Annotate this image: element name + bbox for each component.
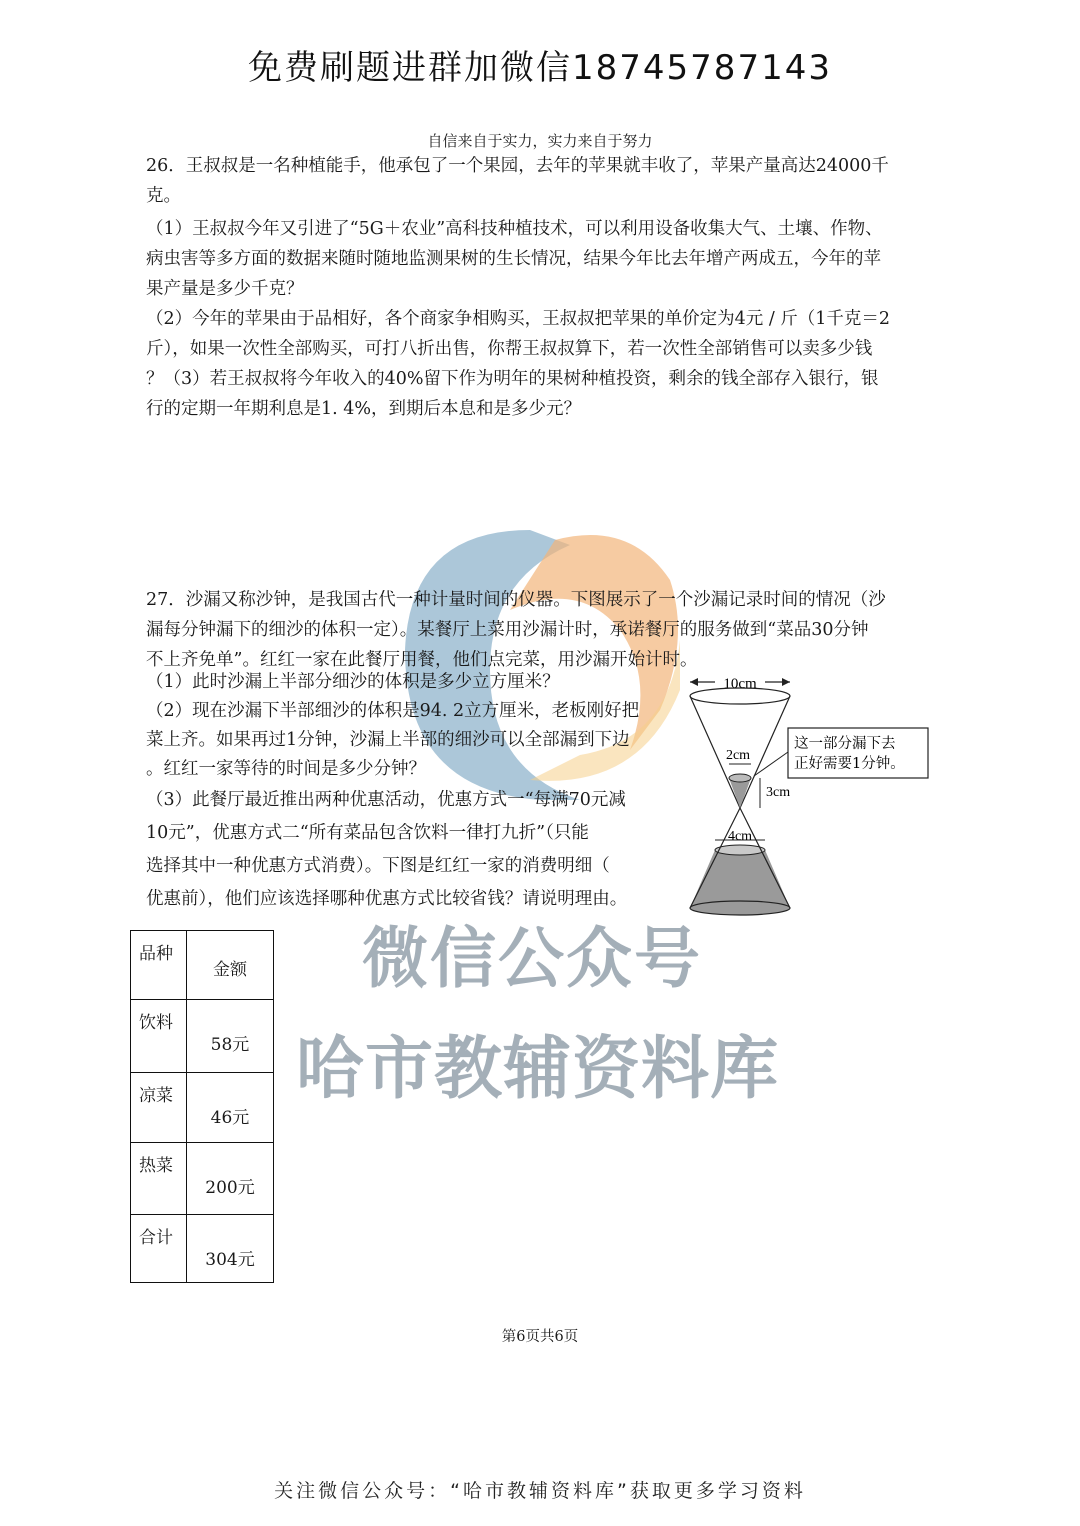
- q26-line: 克。: [146, 186, 181, 206]
- q27-sub-line: （2）现在沙漏下半部细沙的体积是94. 2立方厘米，老板刚好把: [146, 701, 640, 721]
- callout-line: 这一部分漏下去: [794, 736, 896, 752]
- q26-line: 病虫害等多方面的数据来随时随地监测果树的生长情况，结果今年比去年增产两成五，今年的苹: [146, 249, 881, 269]
- q27-sub-line: （1）此时沙漏上半部分细沙的体积是多少立方厘米？: [146, 672, 560, 692]
- top-width-label: 10cm: [723, 676, 757, 692]
- sand-surface-ellipse: [715, 845, 765, 855]
- page-motto: 自信来自于实力，实力来自于努力: [427, 132, 653, 150]
- table-cell-item: 凉菜: [131, 1073, 187, 1143]
- question-27: [146, 585, 946, 675]
- q26-line: 斤），如果一次性全部购买，可打八折出售，你帮王叔叔算下，若一次性全部销售可以卖多少钱: [146, 339, 873, 359]
- amount-text: 46元: [210, 1108, 250, 1128]
- q26-line: （1）王叔叔今年又引进了“5G＋农业”高科技种植技术，可以利用设备收集大气、土壤、作物、: [146, 219, 883, 239]
- amount-text: 304元: [205, 1250, 255, 1270]
- bottom-ellipse: [690, 901, 790, 915]
- callout-line: 正好需要1分钟。: [794, 756, 905, 772]
- q27-sub-line: 优惠前），他们应该选择哪种优惠方式比较省钱？请说明理由。: [146, 889, 628, 909]
- q26-line: （2）今年的苹果由于品相好，各个商家争相购买，王叔叔把苹果的单价定为4元 / 斤（1千克＝2: [146, 309, 891, 329]
- table-cell-amount: [187, 1000, 274, 1073]
- table-row: [131, 1143, 274, 1215]
- arrow-head: [690, 678, 698, 686]
- question-26: [146, 151, 946, 424]
- amount-text: 200元: [205, 1178, 255, 1198]
- q27-sub-line: （3）此餐厅最近推出两种优惠活动，优惠方式一“每满70元减: [146, 790, 626, 810]
- table-row: [131, 1215, 274, 1283]
- page-header-title: 免费刷题进群加微信18745787143: [248, 48, 832, 88]
- page-number: 第6页共6页: [501, 1329, 579, 1345]
- arrow-head: [782, 678, 790, 686]
- header-amount-text: 金额: [213, 960, 247, 980]
- table-cell-amount: [187, 1215, 274, 1283]
- q27-subquestions: [146, 668, 686, 916]
- q26-line: 果产量是多少千克？: [146, 279, 304, 299]
- table-row: [131, 1000, 274, 1073]
- bottom-width-label: 4cm: [727, 829, 753, 844]
- q27-line: 不上齐免单”。红红一家在此餐厅用餐，他们点完菜，用沙漏开始计时。: [146, 650, 698, 670]
- table-cell-amount: [187, 1143, 274, 1215]
- q26-line: 行的定期一年期利息是1. 4%，到期后本息和是多少元？: [146, 399, 582, 419]
- neck-ellipse: [729, 774, 751, 782]
- q26-line: ？（3）若王叔叔将今年收入的40%留下作为明年的果树种植投资，剩余的钱全部存入银行，银: [146, 369, 879, 389]
- q26-line: 26．王叔叔是一名种植能手，他承包了一个果园，去年的苹果就丰收了，苹果产量高达24000千: [146, 156, 889, 176]
- table-header-row: [131, 931, 274, 1000]
- table-row: [131, 1073, 274, 1143]
- q27-sub-line: 选择其中一种优惠方式消费）。下图是红红一家的消费明细（: [146, 856, 610, 876]
- table-header-item: 品种: [131, 931, 187, 1000]
- table-cell-item: 合计: [131, 1215, 187, 1283]
- q27-line: 漏每分钟漏下的细沙的体积一定）。某餐厅上菜用沙漏计时，承诺餐厅的服务做到“菜品30分钟: [146, 620, 869, 640]
- watermark-line2: 哈市教辅资料库: [296, 1030, 780, 1109]
- bill-table: [130, 930, 274, 1283]
- footer-note: 关注微信公众号：“哈市教辅资料库”获取更多学习资料: [274, 1480, 806, 1502]
- q27-sub-line: 菜上齐。如果再过1分钟，沙漏上半部的细沙可以全部漏到下边: [146, 730, 630, 750]
- q27-sub-line: 10元”，优惠方式二“所有菜品包含饮料一律打九折”（只能: [146, 823, 589, 843]
- table-cell-item: 热菜: [131, 1143, 187, 1215]
- table-header-amount: [187, 931, 274, 1000]
- hourglass-figure: [680, 668, 940, 918]
- neck-width-label: 2cm: [725, 748, 751, 763]
- table-cell-amount: [187, 1073, 274, 1143]
- q27-sub-line: 。红红一家等待的时间是多少分钟？: [146, 759, 426, 779]
- q27-line: 27．沙漏又称沙钟，是我国古代一种计量时间的仪器。下图展示了一个沙漏记录时间的情况（沙: [146, 590, 886, 610]
- watermark-line1: 微信公众号: [362, 920, 702, 997]
- neck-height-label: 3cm: [766, 785, 791, 800]
- table-cell-item: 饮料: [131, 1000, 187, 1073]
- amount-text: 58元: [210, 1035, 250, 1055]
